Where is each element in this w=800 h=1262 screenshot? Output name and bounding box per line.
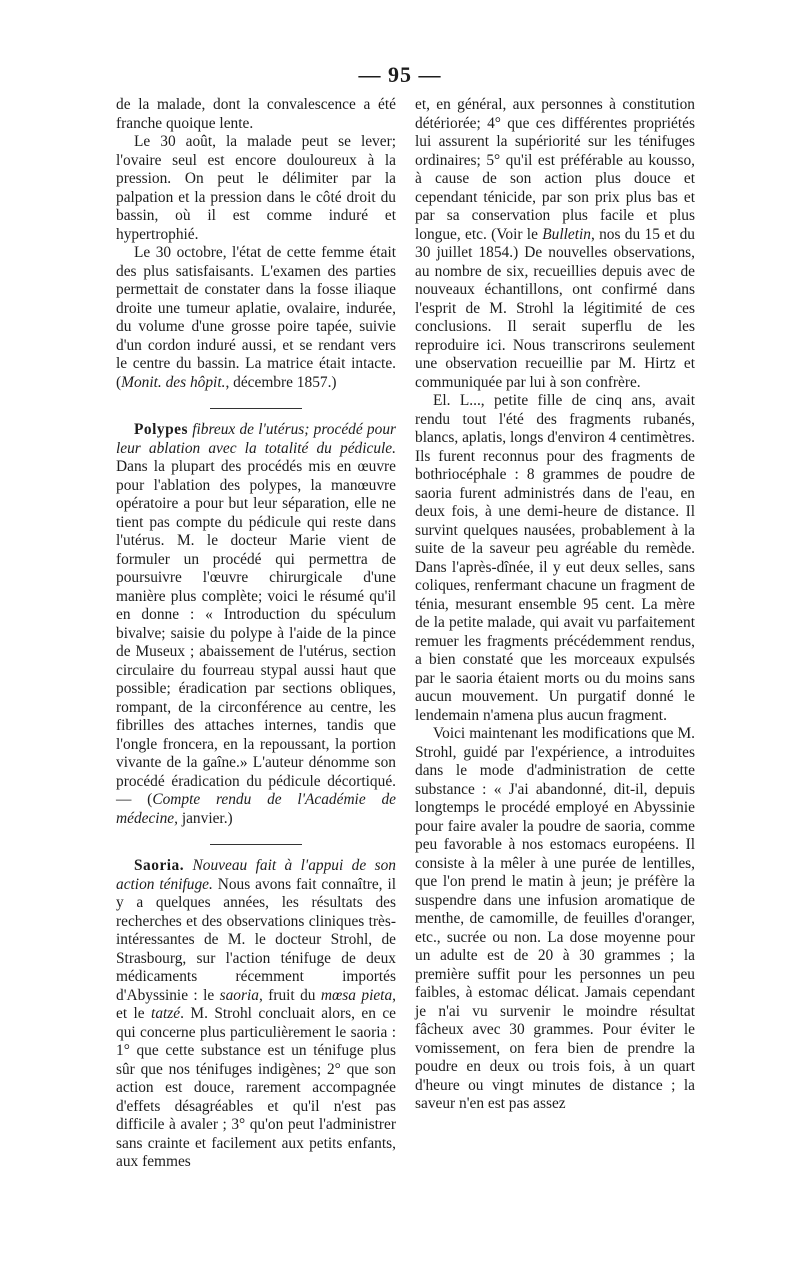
paragraph: Voici maintenant les modifications que M. Strohl, guidé par l'expérience, a introduites dans le mode d'administration de cette substance : « J'ai abandonné, dit-il, depuis longtemps le procédé employé en Abyssinie pour faire avaler la poudre de saoria, comme peu favorable à nos estomacs européens. Il consiste à la mêler à une purée de lentilles, que l'on prend le matin à jeun; je préfère la suspendre dans une infusion aromatique de menthe, de camomille, de feuilles d'oranger, etc., sucrée ou non. La dose moyenne pour un adulte est de 20 à 30 grammes ; la première suffit pour les personnes un peu faibles, à estomac délicat. Jamais cependant je n'ai vu survenir le moindre résultat fâcheux avec 30 grammes. Pour éviter le vomissement, on fera bien de prendre la poudre en deux ou trois fois, à un quart d'heure ou vingt minutes de distance ; la saveur n'en est pas assez [415, 725, 695, 1112]
text-run: , fruit du [258, 986, 321, 1004]
text-run: , et le [116, 986, 397, 1022]
italic-term: Bulletin [542, 225, 591, 243]
italic-term: mœsa pieta [320, 986, 393, 1004]
text-run: , décembre 1857.) [225, 373, 337, 391]
section-divider [210, 408, 302, 409]
article-polypes [116, 421, 396, 828]
text-run: Dans la plupart des procédés mis en œuvre pour l'ablation des polypes, la manœuvre opératoire a pour but leur séparation, elle ne tient pas compte du pédicule qui reste dans l'utérus. M. le docteur Marie vient de formuler un procédé qui permettra de poursuivre l'œuvre chirurgicale d'une manière plus complète; voici le résumé qu'il en donne : « Introduction du spéculum bivalve; saisie du polype à l'aide de la pince de Museux ; abaissement de l'utérus, section circulaire du fourreau stypal aussi haut que possible; éradication par sections obliques, rompant, de la circonférence au centre, les fibrilles des attaches internes, tandis que l'ongle froncera, en la repoussant, la portion vivante de la gaîne.» L'auteur dénomme son procédé éradication du pédicule décortiqué.— ( [116, 458, 396, 808]
paragraph: El. L..., petite fille de cinq ans, avait rendu tout l'été des fragments rubanés, blancs, aplatis, longs d'environ 4 centimètres. Ils furent reconnus pour des fragments de bothriocéphale : 8 grammes de poudre de saoria furent administrés dans de l'eau, en deux fois, à une demi-heure de distance. Il survint quelques nausées, probablement à la suite de la saveur peu agréable du remède. Dans l'après-dînée, il y eut deux selles, sans coliques, renfermant chacune un fragment de ténia, mesurant ensemble 95 cent. La mère de la petite malade, qui avait vu parfaitement remuer les fragments précédemment rendus, a bien constaté que les morceaux expulsés par le saoria étaient morts ou du moins sans aucun mouvement. Un purgatif donné le lendemain n'amena plus aucun fragment. [415, 392, 695, 724]
text-run: . M. Strohl concluait alors, en ce qui concerne plus particulièrement le saoria : 1° que cette substance est un ténifuge plus sûr que nos ténifuges indigènes; 2° que son action est douce, rarement accompagnée d'effets désagréables et qu'il n'est pas difficile à avaler ; 3° qu'on peut l'administrer sans crainte et facilement aux petits enfants, aux femmes [116, 1005, 396, 1170]
source-citation: Compte rendu de l'Académie de médecine, [116, 791, 396, 827]
article-saoria [116, 857, 396, 1172]
right-column [415, 96, 695, 1114]
page-number: — 95 — [358, 62, 442, 87]
italic-term: tatzé [151, 1005, 181, 1022]
source-citation: Monit. des hôpit. [121, 373, 226, 391]
text-run: janvier.) [177, 809, 233, 827]
article-heading: Saoria. [134, 857, 185, 874]
text-run: et, en général, aux personnes à constitution détériorée; 4° que ces différentes propriétés lui assurent la supériorité sur les ténifuges ordinaires; 5° qu'il est préférable au kousso, à cause de son action plus douce et cependant ténicide, par son prix plus bas et par sa conservation plus facile et plus longue, etc. (Voir le [415, 96, 695, 243]
article-subtitle: fibreux de l'utérus; procédé pour leur ablation avec la totalité du pédicule. [116, 421, 396, 457]
italic-term: saoria [219, 986, 259, 1004]
text-run: , nos du 15 et du 30 juillet 1854.) De nouvelles observations, au nombre de six, recueillies depuis avec de nouveaux échantillons, ont confirmé dans l'esprit de M. Strohl la légitimité de ces conclusions. Il serait superflu de les reproduire ici. Nous transcrirons seulement une observation recueillie par M. Hirtz et communiquée par lui à son confrère. [415, 225, 695, 391]
article-subtitle: Nouveau fait à l'appui de son action ténifuge. [116, 857, 396, 893]
section-divider [210, 844, 302, 845]
paragraph: de la malade, dont la convalescence a été franche quoique lente. [116, 96, 396, 132]
left-column [116, 96, 396, 1172]
paragraph: Le 30 août, la malade peut se lever; l'ovaire seul est encore douloureux à la pression. On peut le délimiter par la palpation et la pression dans le côté droit du bassin, où il est comme induré et hypertrophié. [116, 133, 396, 243]
paragraph [116, 244, 396, 392]
text-run: Le 30 octobre, l'état de cette femme était des plus satisfaisants. L'examen des parties permettait de constater dans la fosse iliaque droite une tumeur aplatie, ovalaire, indurée, du volume d'une grosse poire tapée, suivie d'un cordon induré aussi, et se rendant vers le centre du bassin. La matrice était intacte. ( [116, 244, 396, 391]
text-run: Nous avons fait connaître, il y a quelques années, les résultats des recherches et des observations cliniques très-intéressantes de M. le docteur Strohl, de Strasbourg, sur l'action ténifuge de deux médicaments récemment importés d'Abyssinie : le [116, 875, 396, 1004]
paragraph [415, 96, 695, 392]
article-heading: Polypes [134, 421, 188, 438]
